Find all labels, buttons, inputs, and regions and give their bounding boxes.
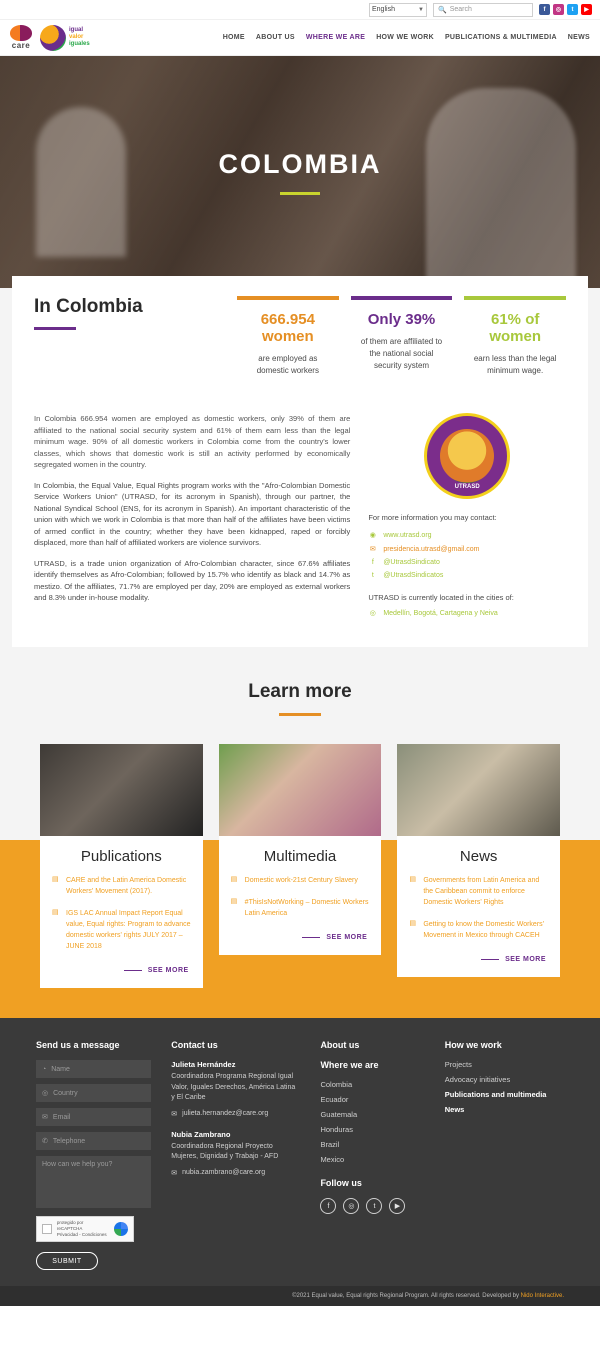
user-icon: ◔ — [42, 1065, 47, 1073]
igual-logo-text — [69, 27, 90, 48]
recaptcha-checkbox[interactable] — [42, 1224, 52, 1234]
in-colombia-card — [12, 276, 588, 647]
list-item[interactable] — [40, 875, 203, 908]
footer-link-news[interactable]: News — [444, 1105, 465, 1114]
facebook-icon[interactable]: f — [320, 1198, 336, 1214]
footer-link-honduras[interactable]: Honduras — [320, 1125, 353, 1134]
footer-link-publications-multimedia[interactable]: Publications and multimedia — [444, 1090, 547, 1099]
mail-icon: ✉ — [171, 1110, 178, 1118]
publications-thumbnail — [40, 744, 203, 836]
stat-card-affiliation — [351, 296, 453, 391]
list-item[interactable] — [40, 908, 203, 963]
utrasd-logo — [424, 413, 510, 499]
contact-facebook[interactable] — [368, 559, 566, 566]
contact-email-text: presidencia.utrasd@gmail.com — [383, 545, 480, 553]
telephone-field[interactable] — [36, 1132, 151, 1150]
contact-facebook-text: @UtrasdSindicato — [383, 559, 440, 566]
contact-twitter-text: @UtrasdSindicatos — [383, 572, 444, 579]
stat-value: Only 39% — [367, 311, 436, 328]
section-underline — [34, 327, 76, 330]
footer-contact-heading: Contact us — [171, 1040, 218, 1050]
developer-link[interactable]: Nido Interactive. — [520, 1293, 564, 1299]
footer-how-we-work — [445, 1040, 564, 1270]
stat-caption: are employed as domestic workers — [256, 354, 319, 375]
contact-twitter[interactable] — [368, 572, 566, 579]
nav-item-about-us[interactable]: ABOUT US — [255, 34, 295, 41]
news-icon: ▤ — [409, 920, 416, 927]
footer-link-guatemala[interactable]: Guatemala — [320, 1110, 358, 1119]
twitter-icon[interactable]: t — [366, 1198, 382, 1214]
igual-valor-logo[interactable] — [40, 25, 90, 51]
footer-follow-heading: Follow us — [320, 1178, 362, 1188]
body-text — [34, 413, 350, 623]
contact-person-email[interactable] — [171, 1169, 300, 1177]
copyright-text: ©2021 Equal value, Equal rights Regional Program. All rights reserved. Developed by — [292, 1293, 521, 1299]
nav-item-how-we-work[interactable]: HOW WE WORK — [376, 34, 434, 41]
dash-icon — [302, 937, 320, 938]
dash-icon — [124, 970, 142, 971]
card-news — [397, 744, 560, 977]
recaptcha-logo-icon — [114, 1222, 128, 1236]
list-item[interactable] — [219, 875, 382, 897]
stats-row — [237, 296, 566, 391]
contact-person-email-text: nubia.zambrano@care.org — [182, 1169, 266, 1176]
language-select[interactable] — [369, 3, 427, 17]
contact-email[interactable] — [368, 545, 566, 553]
phone-icon: ✆ — [42, 1138, 48, 1145]
topbar-social-links — [539, 4, 592, 15]
location-icon: ◎ — [42, 1090, 49, 1097]
nav-item-news[interactable]: NEWS — [567, 34, 590, 41]
site-header — [0, 20, 600, 56]
utility-topbar — [0, 0, 600, 20]
email-field-placeholder: Email — [52, 1113, 71, 1121]
twitter-icon[interactable]: t — [567, 4, 578, 15]
mail-icon: ✉ — [369, 546, 376, 553]
footer-link-colombia[interactable]: Colombia — [320, 1080, 353, 1089]
card-heading: Publications — [80, 848, 162, 865]
partner-sidebar — [368, 413, 566, 623]
mail-icon: ✉ — [42, 1114, 48, 1121]
instagram-icon[interactable]: ◎ — [553, 4, 564, 15]
care-mark-icon — [10, 25, 32, 41]
list-item[interactable] — [397, 875, 560, 919]
news-icon: ▤ — [409, 876, 416, 883]
card-multimedia — [219, 744, 382, 955]
contact-person-name: Nubia Zambrano — [171, 1129, 231, 1139]
twitter-icon: t — [371, 572, 374, 579]
name-field[interactable] — [36, 1060, 151, 1078]
learn-more-section — [0, 647, 600, 1018]
hero-underline — [280, 192, 320, 195]
nav-item-home[interactable]: HOME — [222, 34, 245, 41]
recaptcha-subtitle: Privacidad - Condiciones — [56, 1232, 107, 1237]
dash-icon — [481, 959, 499, 960]
care-logo[interactable] — [10, 25, 32, 50]
video-icon: ▤ — [230, 876, 238, 883]
footer-link-mexico[interactable]: Mexico — [320, 1155, 345, 1164]
mail-icon: ✉ — [171, 1169, 178, 1177]
contact-person-role: Coordinadora Programa Regional Igual Valor, Iguales Derechos, América Latina y El Caribe — [171, 1073, 296, 1101]
located-cities-text: Medellín, Bogotá, Cartagena y Neiva — [383, 609, 498, 617]
see-more-news[interactable] — [397, 952, 560, 977]
news-thumbnail — [397, 744, 560, 836]
language-select-value: English — [372, 6, 395, 13]
list-item-label: Domestic work-21st Century Slavery — [244, 877, 358, 884]
card-heading: Multimedia — [263, 848, 337, 865]
card-publications — [40, 744, 203, 988]
telephone-field-placeholder: Telephone — [52, 1137, 86, 1145]
see-more-label: SEE MORE — [505, 956, 547, 963]
footer-where-heading[interactable]: Where we are — [320, 1060, 379, 1070]
see-more-label: SEE MORE — [326, 934, 368, 941]
utrasd-logo-label: UTRASD — [454, 484, 480, 490]
section-title: In Colombia — [34, 296, 143, 317]
name-field-placeholder: Name — [51, 1065, 70, 1073]
chevron-down-icon: ▼ — [418, 6, 424, 13]
document-icon: ▤ — [52, 909, 59, 916]
site-footer — [0, 1018, 600, 1286]
stat-caption: of them are affiliated to the national social security system — [360, 337, 443, 370]
search-placeholder: Search — [449, 6, 472, 13]
contact-lead-text: For more information you may contact: — [368, 513, 497, 522]
stat-value: 61% of women — [489, 311, 542, 345]
country-field[interactable] — [36, 1084, 151, 1102]
footer-about-heading[interactable]: About us — [320, 1040, 360, 1050]
stat-value: 666.954 women — [260, 311, 315, 345]
list-item-label: #ThisIsNotWorking – Domestic Workers Latin America — [244, 899, 369, 917]
learn-more-cards-zone — [0, 744, 600, 1018]
care-logo-text: care — [11, 41, 31, 50]
nav-item-where-we-are[interactable]: WHERE WE ARE — [305, 34, 366, 41]
search-icon: 🔍 — [438, 6, 447, 14]
recaptcha-widget[interactable] — [36, 1216, 134, 1242]
footer-message-heading: Send us a message — [36, 1040, 120, 1050]
facebook-icon[interactable]: f — [539, 4, 550, 15]
nav-item-publications-multimedia[interactable]: PUBLICATIONS & MULTIMEDIA — [444, 34, 557, 41]
contact-website-text: www.utrasd.org — [383, 531, 432, 539]
stat-card-wage — [464, 296, 566, 391]
contact-person-role: Coordinadora Regional Proyecto Mujeres, Dignidad y Trabajo - AFD — [171, 1142, 279, 1160]
page-title: COLOMBIA — [218, 149, 382, 179]
youtube-icon[interactable]: ▶ — [389, 1198, 405, 1214]
logo-group — [10, 25, 90, 51]
list-item-label: Governments from Latin America and the Caribbean commit to enforce Domestic Workers' Rights — [423, 877, 540, 906]
message-textarea[interactable]: How can we help you? — [36, 1156, 151, 1208]
email-field[interactable] — [36, 1108, 151, 1126]
multimedia-thumbnail — [219, 744, 382, 836]
contact-website[interactable] — [368, 531, 566, 539]
see-more-multimedia[interactable] — [219, 930, 382, 955]
footer-link-projects[interactable]: Projects — [444, 1060, 472, 1069]
submit-button[interactable]: SUBMIT — [36, 1252, 98, 1270]
paragraph-2: In Colombia, the Equal Value, Equal Rights program works with the "Afro-Colombian Domestic Service Workers Union" (UTRASD, for its acronym in Spanish), through our partner, the National Syndical School (ENS, for its acronym in Spanish). An important characteristic of the union with which we work in Colombia is that more than half of the affiliates have been victims of armed conflict in the country; whether they have been kidnapped, raped or forcibly displaced, more than half of affiliated workers are violence survivors. — [34, 480, 351, 547]
located-cities — [368, 609, 566, 617]
list-item-label: IGS LAC Annual Impact Report Equal value, Equal rights: Program to advance domestic workers' rights JULY 2017 – JUNE 2018 — [66, 910, 191, 950]
igual-circle-icon — [40, 25, 66, 51]
list-item[interactable] — [219, 897, 382, 930]
card-heading: News — [459, 848, 498, 865]
footer-link-brazil[interactable]: Brazil — [320, 1140, 340, 1149]
copyright-bar — [0, 1286, 600, 1306]
main-navigation — [223, 34, 590, 41]
facebook-icon: f — [371, 559, 374, 566]
footer-message-form — [36, 1040, 151, 1270]
document-icon: ▤ — [52, 876, 59, 883]
see-more-label: SEE MORE — [147, 967, 189, 974]
stat-card-workers — [237, 296, 339, 391]
footer-contact — [171, 1040, 300, 1270]
igual-logo-line-2: valor — [69, 34, 84, 40]
footer-link-advocacy-initiatives[interactable]: Advocacy initiatives — [444, 1075, 511, 1084]
country-field-placeholder: Country — [53, 1089, 78, 1097]
see-more-publications[interactable] — [40, 963, 203, 988]
contact-person-name: Julieta Hernández — [171, 1060, 236, 1069]
list-item-label: Getting to know the Domestic Workers' Movement in Mexico through CACEH — [423, 921, 544, 939]
footer-how-heading[interactable]: How we work — [444, 1040, 502, 1050]
learn-more-cards — [0, 744, 600, 988]
igual-logo-line-1: igual — [69, 27, 84, 33]
recaptcha-title: protegido por reCAPTCHA — [56, 1220, 84, 1231]
video-icon: ▤ — [230, 898, 238, 905]
stat-caption: earn less than the legal minimum wage. — [473, 354, 557, 375]
in-colombia-section — [0, 276, 600, 647]
footer-about — [320, 1040, 424, 1270]
instagram-icon[interactable]: ◎ — [343, 1198, 359, 1214]
hero-banner — [0, 56, 600, 288]
utrasd-logo-inner-icon — [440, 429, 494, 483]
globe-icon: ◉ — [369, 532, 376, 539]
location-pin-icon: ◎ — [369, 610, 376, 617]
learn-more-title: Learn more — [248, 681, 352, 702]
footer-social-links — [320, 1198, 424, 1214]
search-input[interactable] — [433, 3, 533, 17]
footer-link-ecuador[interactable]: Ecuador — [320, 1095, 349, 1104]
contact-person-email[interactable] — [171, 1110, 300, 1118]
learn-more-underline — [279, 713, 321, 716]
list-item-label: CARE and the Latin America Domestic Workers' Movement (2017). — [66, 877, 187, 895]
list-item[interactable] — [397, 919, 560, 952]
contact-person-email-text: julieta.hernandez@care.org — [182, 1110, 269, 1117]
paragraph-1: In Colombia 666.954 women are employed as domestic workers, only 39% of them are affiliated to the national social security system and 61% of them earn less than the legal minimum wage. 90% of all domestic workers in Colombia come from the country's lower classes, which shows that domestic work is still an activity performed by economically segregated women in the country. — [34, 414, 351, 469]
youtube-icon[interactable]: ▶ — [581, 4, 592, 15]
located-lead-text: UTRASD is currently located in the cities of: — [368, 593, 514, 602]
igual-logo-line-3: iguales — [69, 41, 90, 47]
paragraph-3: UTRASD, is a trade union organization of Afro-Colombian character, since 67.6% affiliates identify themselves as Afro-Colombian; followed by 15.7% who identify as black and 14.7% as mestizo. Of the affiliates, 71.7% are employed per day, 20% are employed as external workers and 8.3% under in-house modality. — [34, 558, 351, 602]
